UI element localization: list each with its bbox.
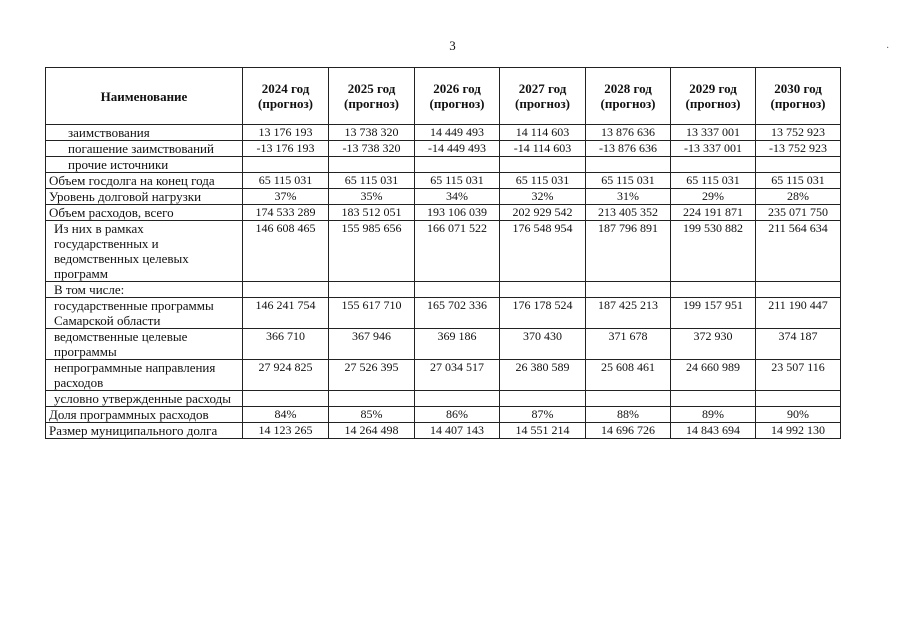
value-cell: [500, 157, 586, 173]
value-cell: 27 526 395: [329, 360, 415, 391]
value-cell: 25 608 461: [586, 360, 671, 391]
row-label: погашение заимствований: [46, 141, 243, 157]
row-label: Объем госдолга на конец года: [46, 173, 243, 189]
value-cell: 211 190 447: [756, 298, 841, 329]
table-body: [46, 125, 841, 439]
value-cell: 35%: [329, 189, 415, 205]
row-label: Размер муниципального долга: [46, 423, 243, 439]
value-cell: -13 752 923: [756, 141, 841, 157]
value-cell: -13 876 636: [586, 141, 671, 157]
value-cell: 65 115 031: [500, 173, 586, 189]
value-cell: [329, 157, 415, 173]
value-cell: [756, 157, 841, 173]
table-row: [46, 189, 841, 205]
value-cell: 13 876 636: [586, 125, 671, 141]
table-row: [46, 173, 841, 189]
value-cell: [243, 157, 329, 173]
table-row: [46, 423, 841, 439]
value-cell: 13 752 923: [756, 125, 841, 141]
table-row: [46, 360, 841, 391]
value-cell: 14 114 603: [500, 125, 586, 141]
value-cell: [671, 282, 756, 298]
row-label: государственные программы Самарской области: [46, 298, 243, 329]
value-cell: [243, 282, 329, 298]
value-cell: 14 696 726: [586, 423, 671, 439]
value-cell: 14 407 143: [415, 423, 500, 439]
value-cell: 85%: [329, 407, 415, 423]
value-cell: 87%: [500, 407, 586, 423]
row-label: Из них в рамках государственных и ведомственных целевых программ: [46, 221, 243, 282]
value-cell: [329, 391, 415, 407]
value-cell: 193 106 039: [415, 205, 500, 221]
header-name: Наименование: [46, 68, 243, 125]
value-cell: 23 507 116: [756, 360, 841, 391]
value-cell: [415, 157, 500, 173]
value-cell: 84%: [243, 407, 329, 423]
header-row: [46, 68, 841, 125]
header-year-2026: 2026 год (прогноз): [415, 68, 500, 125]
value-cell: [500, 391, 586, 407]
value-cell: 146 608 465: [243, 221, 329, 282]
value-cell: 199 530 882: [671, 221, 756, 282]
row-label: прочие источники: [46, 157, 243, 173]
value-cell: [243, 391, 329, 407]
value-cell: [756, 391, 841, 407]
table-row: [46, 141, 841, 157]
value-cell: 174 533 289: [243, 205, 329, 221]
table-row: [46, 221, 841, 282]
value-cell: 224 191 871: [671, 205, 756, 221]
value-cell: 176 548 954: [500, 221, 586, 282]
value-cell: 27 034 517: [415, 360, 500, 391]
table-row: [46, 157, 841, 173]
value-cell: 187 796 891: [586, 221, 671, 282]
table-row: [46, 282, 841, 298]
value-cell: 65 115 031: [671, 173, 756, 189]
value-cell: [671, 157, 756, 173]
value-cell: 13 738 320: [329, 125, 415, 141]
value-cell: 183 512 051: [329, 205, 415, 221]
value-cell: [586, 282, 671, 298]
value-cell: 372 930: [671, 329, 756, 360]
table-row: [46, 205, 841, 221]
value-cell: 14 264 498: [329, 423, 415, 439]
value-cell: 165 702 336: [415, 298, 500, 329]
value-cell: -13 738 320: [329, 141, 415, 157]
value-cell: 14 449 493: [415, 125, 500, 141]
value-cell: 14 992 130: [756, 423, 841, 439]
value-cell: [500, 282, 586, 298]
value-cell: [586, 391, 671, 407]
header-year-2025: 2025 год (прогноз): [329, 68, 415, 125]
row-label: Уровень долговой нагрузки: [46, 189, 243, 205]
value-cell: 211 564 634: [756, 221, 841, 282]
value-cell: 146 241 754: [243, 298, 329, 329]
value-cell: 26 380 589: [500, 360, 586, 391]
row-label: ведомственные целевые программы: [46, 329, 243, 360]
value-cell: 90%: [756, 407, 841, 423]
value-cell: 155 617 710: [329, 298, 415, 329]
value-cell: 370 430: [500, 329, 586, 360]
value-cell: 34%: [415, 189, 500, 205]
row-label: Объем расходов, всего: [46, 205, 243, 221]
value-cell: [671, 391, 756, 407]
value-cell: -13 176 193: [243, 141, 329, 157]
header-year-2029: 2029 год (прогноз): [671, 68, 756, 125]
value-cell: 374 187: [756, 329, 841, 360]
value-cell: 65 115 031: [756, 173, 841, 189]
value-cell: 88%: [586, 407, 671, 423]
value-cell: 65 115 031: [243, 173, 329, 189]
value-cell: 32%: [500, 189, 586, 205]
value-cell: 187 425 213: [586, 298, 671, 329]
header-year-2027: 2027 год (прогноз): [500, 68, 586, 125]
value-cell: 65 115 031: [329, 173, 415, 189]
value-cell: 155 985 656: [329, 221, 415, 282]
value-cell: 213 405 352: [586, 205, 671, 221]
value-cell: 235 071 750: [756, 205, 841, 221]
budget-forecast-table: [45, 67, 841, 439]
value-cell: [415, 282, 500, 298]
header-year-2030: 2030 год (прогноз): [756, 68, 841, 125]
row-label: В том числе:: [46, 282, 243, 298]
header-year-2028: 2028 год (прогноз): [586, 68, 671, 125]
header-year-2024: 2024 год (прогноз): [243, 68, 329, 125]
value-cell: 371 678: [586, 329, 671, 360]
row-label: непрограммные направления расходов: [46, 360, 243, 391]
value-cell: 366 710: [243, 329, 329, 360]
value-cell: 29%: [671, 189, 756, 205]
value-cell: 24 660 989: [671, 360, 756, 391]
value-cell: 199 157 951: [671, 298, 756, 329]
table-row: [46, 329, 841, 360]
value-cell: -14 114 603: [500, 141, 586, 157]
value-cell: [329, 282, 415, 298]
value-cell: [756, 282, 841, 298]
value-cell: 14 843 694: [671, 423, 756, 439]
value-cell: 202 929 542: [500, 205, 586, 221]
table-row: [46, 407, 841, 423]
value-cell: 27 924 825: [243, 360, 329, 391]
row-label: условно утвержденные расходы: [46, 391, 243, 407]
value-cell: 86%: [415, 407, 500, 423]
value-cell: 14 551 214: [500, 423, 586, 439]
scan-speck: ·: [886, 43, 890, 54]
value-cell: 28%: [756, 189, 841, 205]
value-cell: 367 946: [329, 329, 415, 360]
value-cell: 31%: [586, 189, 671, 205]
value-cell: 369 186: [415, 329, 500, 360]
page-number: 3: [449, 38, 456, 53]
value-cell: 89%: [671, 407, 756, 423]
value-cell: [586, 157, 671, 173]
row-label: заимствования: [46, 125, 243, 141]
value-cell: -14 449 493: [415, 141, 500, 157]
table-row: [46, 298, 841, 329]
table-row: [46, 391, 841, 407]
value-cell: 65 115 031: [415, 173, 500, 189]
value-cell: 37%: [243, 189, 329, 205]
value-cell: 166 071 522: [415, 221, 500, 282]
value-cell: -13 337 001: [671, 141, 756, 157]
value-cell: 13 176 193: [243, 125, 329, 141]
value-cell: 14 123 265: [243, 423, 329, 439]
value-cell: 65 115 031: [586, 173, 671, 189]
row-label: Доля программных расходов: [46, 407, 243, 423]
value-cell: 176 178 524: [500, 298, 586, 329]
table-row: [46, 125, 841, 141]
value-cell: 13 337 001: [671, 125, 756, 141]
value-cell: [415, 391, 500, 407]
